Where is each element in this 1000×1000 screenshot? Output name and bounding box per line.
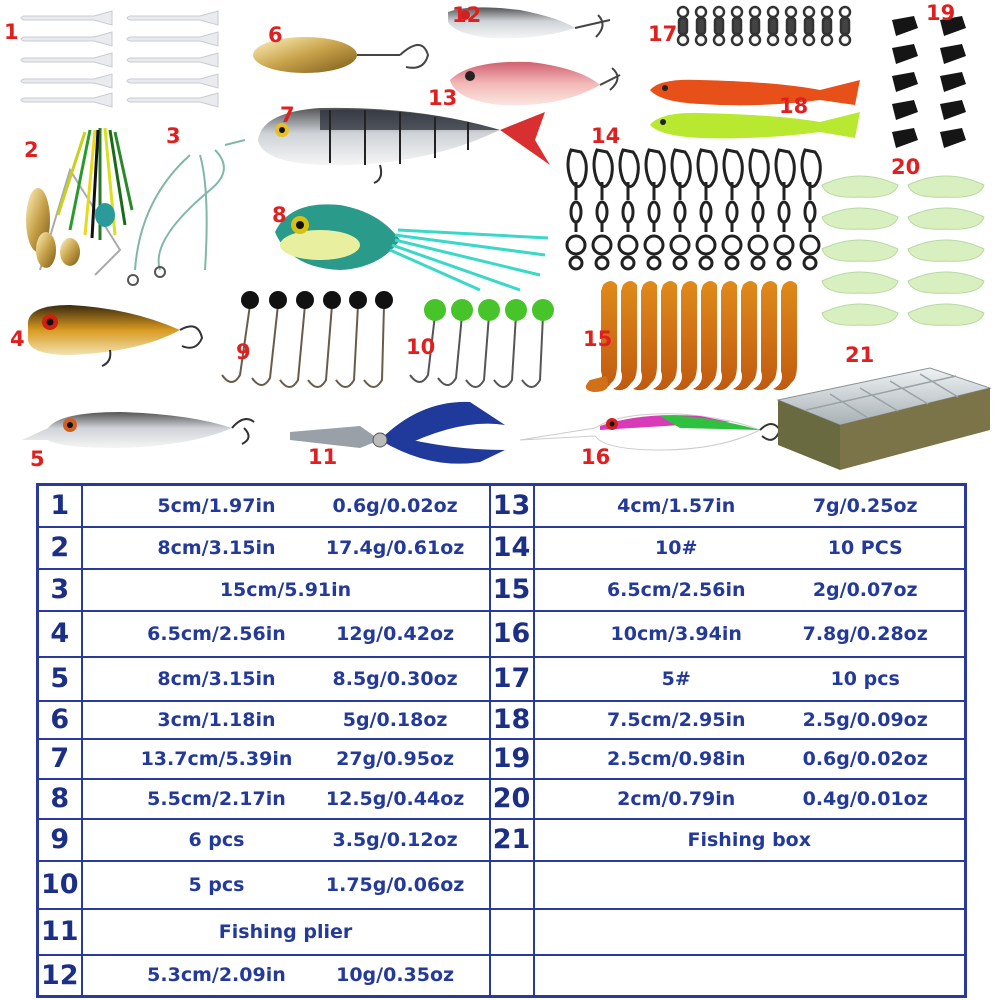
spec-text: 15cm/5.91in bbox=[219, 578, 352, 601]
spec-cell bbox=[82, 779, 490, 819]
spec-text: Fishing plier bbox=[218, 920, 353, 943]
size-text: 5.5cm/2.17in bbox=[147, 787, 286, 810]
spec-cell bbox=[82, 569, 490, 611]
size-text: 4cm/1.57in bbox=[617, 494, 736, 517]
spec-cell bbox=[534, 955, 966, 997]
spec-cell bbox=[82, 485, 490, 527]
spec-cell bbox=[82, 701, 490, 739]
orange-curly-tail-grubs bbox=[586, 281, 797, 392]
spec-text: Fishing box bbox=[687, 828, 811, 851]
item-number: 7 bbox=[38, 739, 82, 779]
item-number: 10 bbox=[38, 861, 82, 909]
label-20: 20 bbox=[891, 155, 921, 179]
silver-minnow bbox=[22, 412, 254, 448]
item-number bbox=[490, 955, 534, 997]
weight-text: 8.5g/0.30oz bbox=[332, 667, 458, 690]
frog-lure bbox=[275, 204, 548, 290]
spec-cell bbox=[82, 611, 490, 657]
size-text: 5 pcs bbox=[188, 873, 245, 896]
label-19: 19 bbox=[926, 1, 956, 25]
item-number: 8 bbox=[38, 779, 82, 819]
table-row bbox=[38, 527, 966, 569]
size-text: 10cm/3.94in bbox=[610, 622, 742, 645]
barrel-swivels bbox=[678, 7, 850, 45]
size-text: 7.5cm/2.95in bbox=[606, 708, 746, 731]
weight-text: 27g/0.95oz bbox=[336, 747, 455, 770]
white-paddle-tail-baits bbox=[21, 11, 218, 107]
weight-text: 10 pcs bbox=[830, 667, 900, 690]
jointed-swimbait bbox=[258, 108, 550, 183]
spec-cell bbox=[534, 909, 966, 955]
label-18: 18 bbox=[779, 94, 809, 118]
table-row bbox=[38, 569, 966, 611]
spec-cell bbox=[534, 861, 966, 909]
label-16: 16 bbox=[581, 445, 611, 469]
size-text: 6.5cm/2.56in bbox=[606, 578, 746, 601]
item-number: 6 bbox=[38, 701, 82, 739]
black-sinker-clips bbox=[892, 16, 966, 148]
item-number: 12 bbox=[38, 955, 82, 997]
weight-text: 5g/0.18oz bbox=[342, 708, 448, 731]
weight-text: 12g/0.42oz bbox=[336, 622, 455, 645]
spec-cell bbox=[534, 779, 966, 819]
spec-table bbox=[36, 483, 967, 998]
label-7: 7 bbox=[280, 103, 295, 127]
table-row bbox=[38, 657, 966, 701]
item-number: 16 bbox=[490, 611, 534, 657]
wire-leaders bbox=[128, 140, 245, 285]
item-number: 14 bbox=[490, 527, 534, 569]
table-row bbox=[38, 819, 966, 861]
weight-text: 17.4g/0.61oz bbox=[325, 536, 465, 559]
table-row bbox=[38, 739, 966, 779]
size-text: 5cm/1.97in bbox=[157, 494, 276, 517]
item-number: 1 bbox=[38, 485, 82, 527]
table-row bbox=[38, 909, 966, 955]
weight-text: 0.6g/0.02oz bbox=[332, 494, 458, 517]
size-text: 10# bbox=[655, 536, 698, 559]
pink-vib bbox=[450, 62, 620, 106]
item-number: 18 bbox=[490, 701, 534, 739]
label-21: 21 bbox=[845, 343, 875, 367]
table-row bbox=[38, 701, 966, 739]
weight-text: 3.5g/0.12oz bbox=[332, 828, 458, 851]
glow-maggot-baits bbox=[822, 176, 984, 325]
size-text: 3cm/1.18in bbox=[157, 708, 276, 731]
table-row bbox=[38, 955, 966, 997]
weight-text: 0.4g/0.01oz bbox=[802, 787, 928, 810]
item-number: 13 bbox=[490, 485, 534, 527]
label-17: 17 bbox=[648, 22, 678, 46]
spec-cell bbox=[534, 611, 966, 657]
item-number bbox=[490, 909, 534, 955]
item-number: 20 bbox=[490, 779, 534, 819]
size-text: 5.3cm/2.09in bbox=[147, 964, 286, 987]
label-15: 15 bbox=[583, 327, 613, 351]
item-number: 17 bbox=[490, 657, 534, 701]
label-4: 4 bbox=[10, 327, 25, 351]
spec-cell bbox=[82, 739, 490, 779]
weight-text: 10 PCS bbox=[827, 536, 903, 559]
label-9: 9 bbox=[236, 340, 251, 364]
popper bbox=[28, 305, 202, 366]
snap-swivels bbox=[567, 150, 820, 269]
weight-text: 0.6g/0.02oz bbox=[802, 747, 928, 770]
label-3: 3 bbox=[166, 124, 181, 148]
size-text: 6.5cm/2.56in bbox=[147, 622, 286, 645]
spec-cell bbox=[82, 527, 490, 569]
size-text: 2cm/0.79in bbox=[617, 787, 736, 810]
spec-cell bbox=[534, 701, 966, 739]
weight-text: 10g/0.35oz bbox=[336, 964, 455, 987]
weight-text: 2.5g/0.09oz bbox=[802, 708, 928, 731]
label-8: 8 bbox=[272, 203, 287, 227]
item-number: 11 bbox=[38, 909, 82, 955]
size-text: 2.5cm/0.98in bbox=[606, 747, 746, 770]
item-number: 19 bbox=[490, 739, 534, 779]
spec-cell bbox=[534, 527, 966, 569]
spec-cell bbox=[82, 657, 490, 701]
weight-text: 7.8g/0.28oz bbox=[802, 622, 928, 645]
tackle-box bbox=[778, 368, 990, 470]
size-text: 8cm/3.15in bbox=[157, 667, 276, 690]
item-number: 3 bbox=[38, 569, 82, 611]
size-text: 13.7cm/5.39in bbox=[140, 747, 293, 770]
spinnerbait bbox=[26, 128, 132, 275]
label-13: 13 bbox=[428, 86, 458, 110]
spec-cell bbox=[82, 861, 490, 909]
item-number: 15 bbox=[490, 569, 534, 611]
weight-text: 12.5g/0.44oz bbox=[325, 787, 465, 810]
size-text: 8cm/3.15in bbox=[157, 536, 276, 559]
table-row bbox=[38, 779, 966, 819]
label-1: 1 bbox=[4, 20, 19, 44]
label-2: 2 bbox=[24, 138, 39, 162]
black-jig-heads bbox=[222, 291, 393, 387]
table-row bbox=[38, 485, 966, 527]
spec-cell bbox=[82, 819, 490, 861]
label-5: 5 bbox=[30, 447, 45, 471]
weight-text: 1.75g/0.06oz bbox=[325, 873, 465, 896]
spec-cell bbox=[534, 657, 966, 701]
item-number: 2 bbox=[38, 527, 82, 569]
label-10: 10 bbox=[406, 335, 436, 359]
label-6: 6 bbox=[268, 23, 283, 47]
item-number bbox=[490, 861, 534, 909]
spec-cell bbox=[534, 819, 966, 861]
label-14: 14 bbox=[591, 124, 621, 148]
label-11: 11 bbox=[308, 445, 338, 469]
size-text: 5# bbox=[661, 667, 691, 690]
item-number: 9 bbox=[38, 819, 82, 861]
weight-text: 2g/0.07oz bbox=[812, 578, 918, 601]
size-text: 6 pcs bbox=[188, 828, 245, 851]
item-number: 5 bbox=[38, 657, 82, 701]
spec-cell bbox=[534, 739, 966, 779]
spec-cell bbox=[534, 569, 966, 611]
table-row bbox=[38, 861, 966, 909]
table-row bbox=[38, 611, 966, 657]
spec-cell bbox=[82, 909, 490, 955]
label-12: 12 bbox=[452, 3, 482, 27]
spec-cell bbox=[534, 485, 966, 527]
pink-minnow bbox=[520, 414, 780, 450]
item-number: 21 bbox=[490, 819, 534, 861]
spec-cell bbox=[82, 955, 490, 997]
item-number: 4 bbox=[38, 611, 82, 657]
weight-text: 7g/0.25oz bbox=[812, 494, 918, 517]
product-photo-area bbox=[0, 0, 1000, 480]
paddle-tail-shads bbox=[650, 80, 860, 139]
